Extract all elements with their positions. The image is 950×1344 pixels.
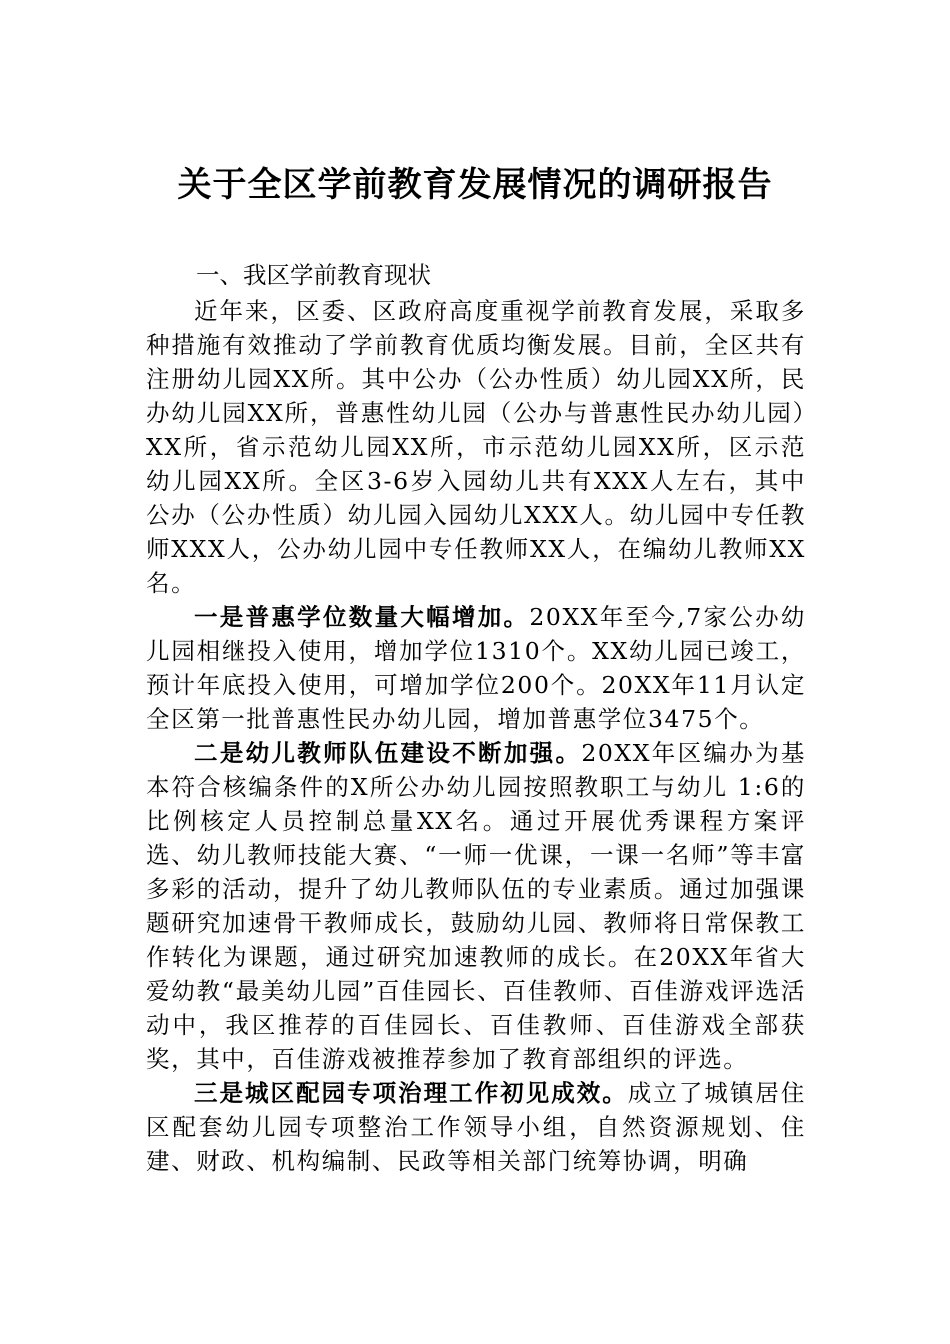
- paragraph-text: 20XX年区编办为基本符合核编条件的X所公办幼儿园按照教职工与幼儿 1:6的比例核定人员控制总量XX名。通过开展优秀课程方案评选、幼儿教师技能大赛、“一师一优课，一课一名师”等丰富多彩的活动，提升了幼儿教师队伍的专业素质。通过加强课题研究加速骨干教师成长，鼓励幼儿园、教师将日常保教工作转化为课题，通过研究加速教师的成长。在20XX年省大爱幼教“最美幼儿园”百佳园长、百佳教师、百佳游戏评选活动中，我区推荐的百佳园长、百佳教师、百佳游戏全部获奖，其中，百佳游戏被推荐参加了教育部组织的评选。: [146, 739, 806, 1073]
- document-body: [146, 256, 806, 1178]
- paragraph-point-2: [146, 736, 806, 1076]
- document-title: 关于全区学前教育发展情况的调研报告: [177, 165, 773, 205]
- paragraph-text: 成立了城镇居住区配套幼儿园专项整治工作领导小组，自然资源规划、住建、财政、机构编制、民政等相关部门统筹协调，明确: [146, 1079, 806, 1175]
- paragraph-lead: 二是幼儿教师队伍建设不断加强。: [194, 739, 582, 767]
- paragraph-lead: 三是城区配园专项治理工作初见成效。: [194, 1079, 628, 1107]
- paragraph-lead: 一是普惠学位数量大幅增加。: [194, 603, 530, 631]
- paragraph-point-3: [146, 1076, 806, 1178]
- paragraph-intro: [146, 294, 806, 600]
- paragraph-text: 20XX年至今,7家公办幼儿园相继投入使用，增加学位1310个。XX幼儿园已竣工，预计年底投入使用，可增加学位200个。20XX年11月认定全区第一批普惠性民办幼儿园，增加普惠学位3475个。: [146, 603, 806, 733]
- section-heading: 一、我区学前教育现状: [196, 261, 431, 289]
- paragraph-point-1: [146, 600, 806, 736]
- paragraph-text: 近年来，区委、区政府高度重视学前教育发展，采取多种措施有效推动了学前教育优质均衡发展。目前，全区共有注册幼儿园XX所。其中公办（公办性质）幼儿园XX所，民办幼儿园XX所，普惠性幼儿园（公办与普惠性民办幼儿园）XX所，省示范幼儿园XX所，市示范幼儿园XX所，区示范幼儿园XX所。全区3-6岁入园幼儿共有XXX人左右，其中公办（公办性质）幼儿园入园幼儿XXX人。幼儿园中专任教师XXX人，公办幼儿园中专任教师XX人，在编幼儿教师XX名。: [146, 297, 806, 597]
